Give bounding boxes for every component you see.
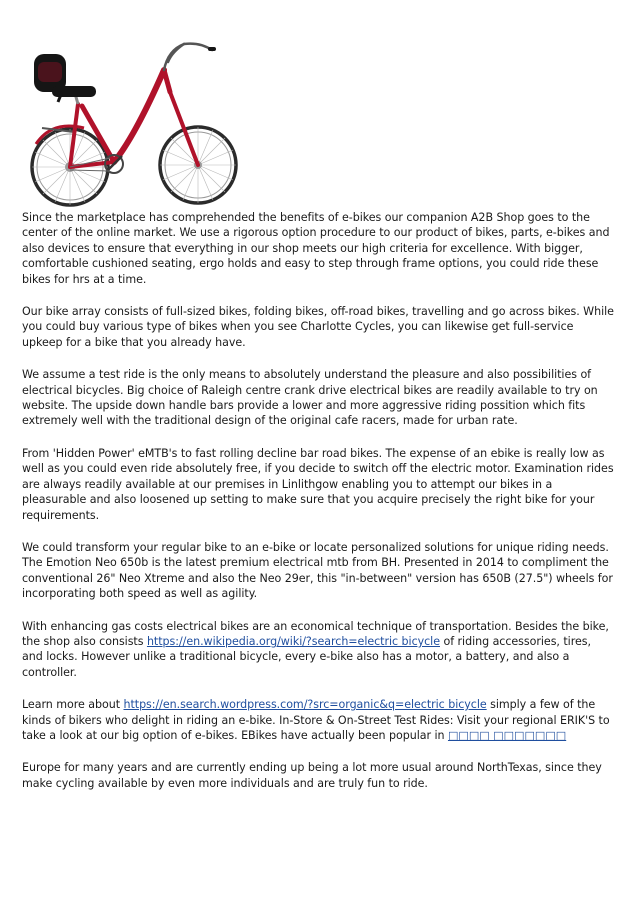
foreign-language-link[interactable]: □□□□ □□□□□□□ (447, 728, 567, 742)
paragraph: We could transform your regular bike to an e-bike or locate personalized solutions for unique riding needs. The Emotion Neo 650b is the latest premium electrical mtb from BH. Presented in 2014 to compliment the conventional 26" Neo Xtreme and also the Neo 29er, this "in-between" version has 650B (27.5") wheels for incorporating both speed as well as agility. (22, 540, 613, 601)
paragraph-text: With enhancing gas costs electrical bikes are an economical technique of transportation. Besides the bike, the shop also consists (22, 619, 609, 648)
bicycle-frame (70, 70, 198, 167)
handlebar (164, 44, 212, 70)
paragraph-text: Learn more about (22, 698, 124, 712)
seat-icon (34, 54, 96, 102)
paragraph-text: of riding accessories, tires, and locks. However unlike a traditional bicycle, every e-bike also has a motor, a battery, and also a controller. (22, 634, 591, 679)
paragraph: We assume a test ride is the only means to absolutely understand the pleasure and also possibilities of electrical bicycles. Big choice of Raleigh centre crank drive electrical bikes are readily available to try on website. The upside down handle bars provide a lower and more aggressive riding possition which fits extremely well with the traditional design of the original cafe racers, made for urban rate. (22, 368, 598, 428)
bicycle-image (22, 32, 242, 208)
paragraph: Europe for many years and are currently ending up being a lot more usual around NorthTexas, since they make cycling available by even more individuals and are truly fun to ride. (22, 761, 602, 790)
paragraph (22, 619, 614, 681)
wordpress-search-link[interactable]: https://en.search.wordpress.com/?src=organic&q=electric bicycle (123, 698, 487, 712)
paragraph (22, 697, 614, 743)
wikipedia-link[interactable]: https://en.wikipedia.org/wiki/?search=electric bicycle (146, 634, 440, 648)
paragraph: Since the marketplace has comprehended the benefits of e-bikes our companion A2B Shop goes to the center of the online market. We use a rigorous option procedure to our product of bikes, parts, e-bikes and also devices to ensure that everything in our shop meets our high criteria for excellence. With bigger, comfortable cushioned seating, ergo holds and easy to step through frame options, you could ride these bikes for hrs at a time. (22, 211, 610, 286)
paragraph: Our bike array consists of full-sized bikes, folding bikes, off-road bikes, travelling and go across bikes. While you could buy various type of bikes when you see Charlotte Cycles, you can likewise get full-service upkeep for a bike that you already have. (22, 305, 614, 349)
article-body (22, 210, 614, 808)
paragraph: From 'Hidden Power' eMTB's to fast rolling decline bar road bikes. The expense of an ebike is really low as well as you could even ride absolutely free, if you decide to switch off the electric motor. Examination rides are always readily available at our premises in Linlithgow enabling you to attempt our bikes in a pleasurable and also loosened up setting to make sure that you acquire precisely the right bike for your requirements. (22, 446, 614, 522)
paragraph-text: simply a few of the kinds of bikers who delight in riding an e-bike. In-Store & On-Street Test Rides: Visit your regional ERIK'S to take a look at our big option of e-bikes. EBikes have actually been popular in (22, 698, 610, 742)
